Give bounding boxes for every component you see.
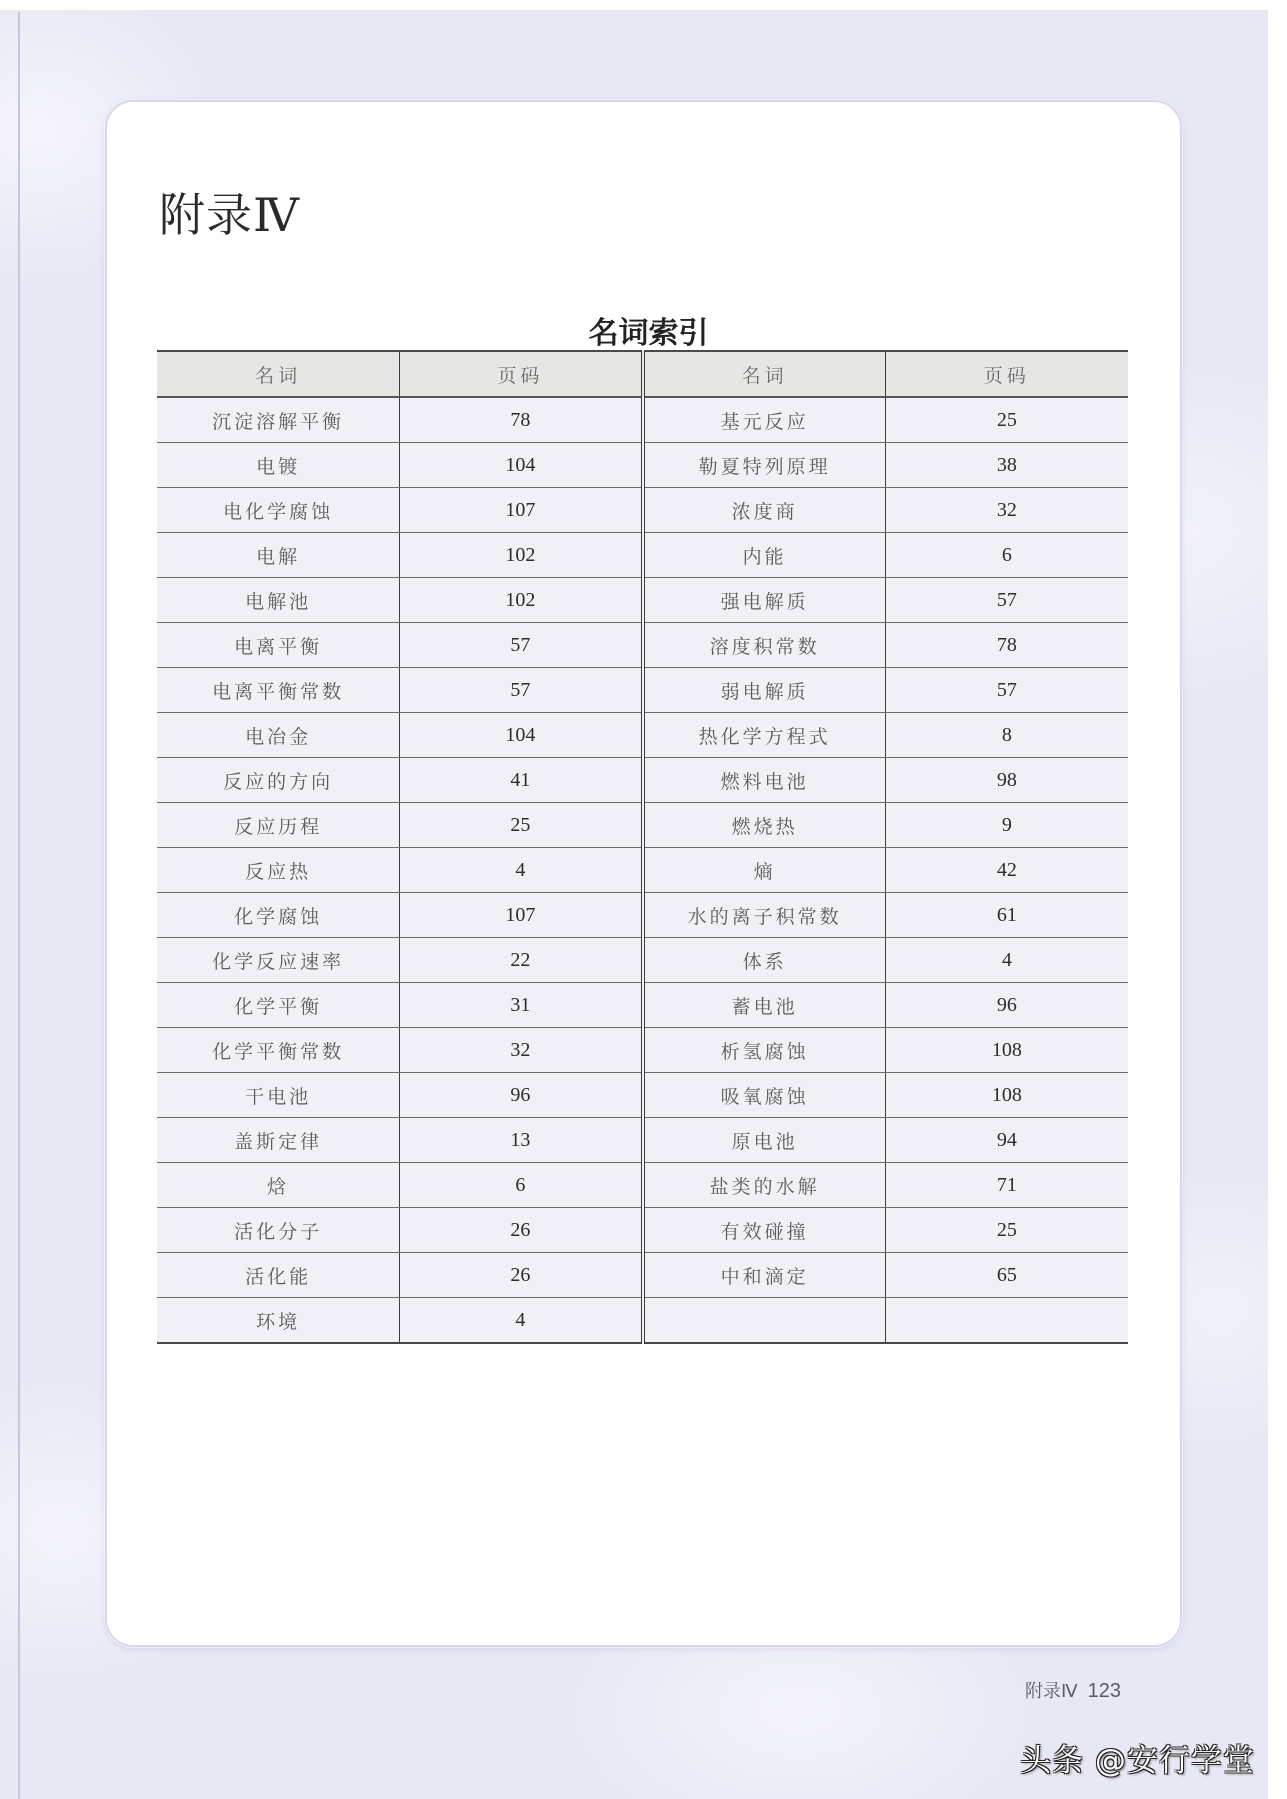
page-cell-left: 25 bbox=[400, 803, 643, 848]
term-cell-right: 蓄电池 bbox=[643, 983, 886, 1028]
page-spine-line bbox=[18, 12, 20, 1799]
page-cell-right: 65 bbox=[885, 1253, 1128, 1298]
page-cell-left: 102 bbox=[400, 533, 643, 578]
term-cell-left: 反应的方向 bbox=[157, 758, 400, 803]
table-row bbox=[157, 443, 1128, 488]
page-cell-left: 22 bbox=[400, 938, 643, 983]
footer-section: 附录Ⅳ bbox=[1025, 1681, 1078, 1702]
term-cell-right: 热化学方程式 bbox=[643, 713, 886, 758]
term-cell-right: 原电池 bbox=[643, 1118, 886, 1163]
page-cell-right: 25 bbox=[885, 1208, 1128, 1253]
term-cell-left: 焓 bbox=[157, 1163, 400, 1208]
table-row bbox=[157, 1163, 1128, 1208]
page-cell-right: 98 bbox=[885, 758, 1128, 803]
table-row bbox=[157, 623, 1128, 668]
page-cell-left: 96 bbox=[400, 1073, 643, 1118]
page-cell-right: 96 bbox=[885, 983, 1128, 1028]
term-cell-left: 干电池 bbox=[157, 1073, 400, 1118]
term-cell-left: 盖斯定律 bbox=[157, 1118, 400, 1163]
term-cell-right: 内能 bbox=[643, 533, 886, 578]
page-cell-left: 6 bbox=[400, 1163, 643, 1208]
term-cell-left: 电解 bbox=[157, 533, 400, 578]
term-cell-right: 燃烧热 bbox=[643, 803, 886, 848]
term-cell-right: 吸氧腐蚀 bbox=[643, 1073, 886, 1118]
page-cell-right: 57 bbox=[885, 668, 1128, 713]
page-cell-left: 57 bbox=[400, 668, 643, 713]
term-cell-right: 熵 bbox=[643, 848, 886, 893]
term-cell-right: 燃料电池 bbox=[643, 758, 886, 803]
page-cell-right: 108 bbox=[885, 1028, 1128, 1073]
table-body bbox=[157, 397, 1128, 1343]
table-row bbox=[157, 488, 1128, 533]
term-cell-left: 化学平衡 bbox=[157, 983, 400, 1028]
term-cell-left: 电解池 bbox=[157, 578, 400, 623]
term-cell-right: 勒夏特列原理 bbox=[643, 443, 886, 488]
page-cell-left: 32 bbox=[400, 1028, 643, 1073]
table-row bbox=[157, 713, 1128, 758]
page-cell-left: 13 bbox=[400, 1118, 643, 1163]
page-cell-right: 94 bbox=[885, 1118, 1128, 1163]
table-row bbox=[157, 578, 1128, 623]
header-term-right: 名词 bbox=[643, 351, 886, 397]
table-row bbox=[157, 1118, 1128, 1163]
table-row bbox=[157, 803, 1128, 848]
term-cell-left: 化学腐蚀 bbox=[157, 893, 400, 938]
page-cell-left: 104 bbox=[400, 713, 643, 758]
page-cell-left: 102 bbox=[400, 578, 643, 623]
term-cell-right: 溶度积常数 bbox=[643, 623, 886, 668]
term-cell-left: 沉淀溶解平衡 bbox=[157, 397, 400, 443]
term-cell-left: 电离平衡常数 bbox=[157, 668, 400, 713]
table-row bbox=[157, 848, 1128, 893]
page-cell-left: 41 bbox=[400, 758, 643, 803]
page-cell-left: 57 bbox=[400, 623, 643, 668]
page-cell-left: 107 bbox=[400, 893, 643, 938]
page-cell-right: 57 bbox=[885, 578, 1128, 623]
term-cell-left: 化学平衡常数 bbox=[157, 1028, 400, 1073]
table-row bbox=[157, 1208, 1128, 1253]
table-row bbox=[157, 1298, 1128, 1344]
table-row bbox=[157, 533, 1128, 578]
header-page-right: 页码 bbox=[885, 351, 1128, 397]
page-number: 123 bbox=[1087, 1680, 1121, 1702]
table-row bbox=[157, 1253, 1128, 1298]
page-cell-right: 78 bbox=[885, 623, 1128, 668]
term-cell-left: 电化学腐蚀 bbox=[157, 488, 400, 533]
watermark: 头条 @安行学堂 bbox=[1020, 1743, 1255, 1779]
page-footer bbox=[1025, 1677, 1121, 1703]
term-cell-left: 反应热 bbox=[157, 848, 400, 893]
page-cell-left: 4 bbox=[400, 1298, 643, 1344]
table-row bbox=[157, 983, 1128, 1028]
appendix-title: 附录Ⅳ bbox=[159, 187, 300, 242]
term-cell-left: 电镀 bbox=[157, 443, 400, 488]
page-cell-right: 25 bbox=[885, 397, 1128, 443]
table-row bbox=[157, 893, 1128, 938]
page-cell-right: 108 bbox=[885, 1073, 1128, 1118]
term-cell-left: 环境 bbox=[157, 1298, 400, 1344]
page-cell-left: 107 bbox=[400, 488, 643, 533]
table-header-row bbox=[157, 351, 1128, 397]
term-cell-left: 活化分子 bbox=[157, 1208, 400, 1253]
page-cell-right: 4 bbox=[885, 938, 1128, 983]
header-term-left: 名词 bbox=[157, 351, 400, 397]
term-cell-left: 活化能 bbox=[157, 1253, 400, 1298]
page-cell-right: 9 bbox=[885, 803, 1128, 848]
term-cell-left: 反应历程 bbox=[157, 803, 400, 848]
term-cell-right: 有效碰撞 bbox=[643, 1208, 886, 1253]
page-cell-left: 104 bbox=[400, 443, 643, 488]
term-cell-left: 电冶金 bbox=[157, 713, 400, 758]
page-cell-right: 32 bbox=[885, 488, 1128, 533]
table-row bbox=[157, 1073, 1128, 1118]
term-cell-right: 体系 bbox=[643, 938, 886, 983]
page-cell-left: 26 bbox=[400, 1208, 643, 1253]
page-cell-right: 6 bbox=[885, 533, 1128, 578]
term-index-table bbox=[157, 350, 1128, 1344]
term-cell-right: 弱电解质 bbox=[643, 668, 886, 713]
term-cell-right: 盐类的水解 bbox=[643, 1163, 886, 1208]
table-row bbox=[157, 397, 1128, 443]
term-cell-left: 电离平衡 bbox=[157, 623, 400, 668]
table-row bbox=[157, 1028, 1128, 1073]
term-cell-right: 基元反应 bbox=[643, 397, 886, 443]
index-title: 名词索引 bbox=[588, 315, 709, 351]
page-cell-right: 71 bbox=[885, 1163, 1128, 1208]
page-cell-right bbox=[885, 1298, 1128, 1344]
page-cell-left: 31 bbox=[400, 983, 643, 1028]
page-cell-left: 26 bbox=[400, 1253, 643, 1298]
page-cell-right: 42 bbox=[885, 848, 1128, 893]
page-cell-right: 8 bbox=[885, 713, 1128, 758]
table-row bbox=[157, 938, 1128, 983]
table-row bbox=[157, 668, 1128, 713]
term-cell-right: 强电解质 bbox=[643, 578, 886, 623]
page-cell-left: 4 bbox=[400, 848, 643, 893]
table-row bbox=[157, 758, 1128, 803]
page-cell-right: 38 bbox=[885, 443, 1128, 488]
header-page-left: 页码 bbox=[400, 351, 643, 397]
term-cell-right: 水的离子积常数 bbox=[643, 893, 886, 938]
term-cell-right: 中和滴定 bbox=[643, 1253, 886, 1298]
term-cell-right: 析氢腐蚀 bbox=[643, 1028, 886, 1073]
page-cell-left: 78 bbox=[400, 397, 643, 443]
term-cell-right: 浓度商 bbox=[643, 488, 886, 533]
term-cell-right bbox=[643, 1298, 886, 1344]
term-cell-left: 化学反应速率 bbox=[157, 938, 400, 983]
page-cell-right: 61 bbox=[885, 893, 1128, 938]
